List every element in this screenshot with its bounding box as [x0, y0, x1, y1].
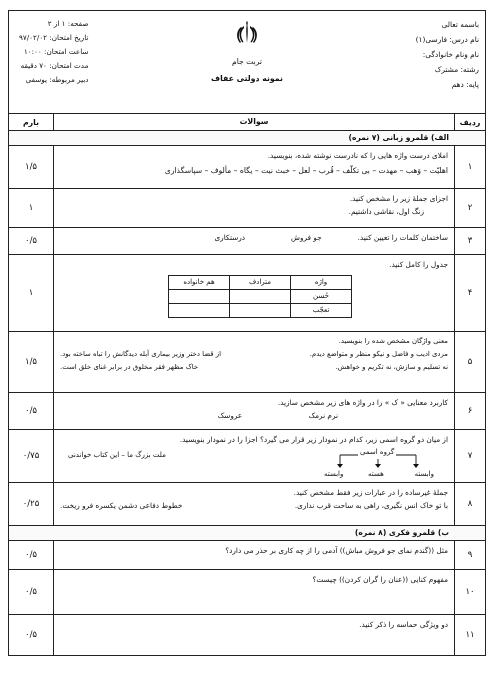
vocab-table: [168, 275, 352, 318]
header-center: [187, 21, 307, 83]
question-body: [53, 228, 455, 254]
table-cell: [169, 290, 230, 304]
exam-duration: مدت امتحان: ۷۰ دقیقه: [20, 61, 89, 70]
word-item: درستکاری: [214, 233, 246, 242]
exam-sheet: [8, 10, 486, 656]
table-header-cell: مترادف: [230, 276, 291, 290]
question-pair-line: [60, 348, 448, 361]
question-text: کاربرد معنایی « ک » را در واژه های زیر مشخص سازید.: [277, 398, 448, 407]
table-row: [169, 290, 352, 304]
question-body: [53, 189, 455, 227]
question-number: ۷: [467, 451, 473, 461]
question-text: دو ویژگی حماسه را ذکر کنید.: [359, 620, 448, 629]
teacher-name: دبیر مربوطه: یوسفی: [25, 75, 89, 84]
diagram-node: وابسته: [324, 470, 344, 478]
question-body: [53, 483, 455, 525]
question-pair-line: [60, 361, 448, 374]
question-number: ۲: [467, 203, 473, 213]
question-line: [60, 231, 448, 244]
table-cell: [169, 304, 230, 318]
question-text: نه تسلیم و سازش، نه تکریم و خواهش.: [335, 363, 448, 371]
table-header-cell: واژه: [291, 276, 352, 290]
question-text: اجزای جملهٔ زیر را مشخص کنید.: [349, 194, 448, 203]
noun-group-diagram: [318, 446, 438, 480]
question-score: ۱: [28, 203, 34, 213]
question-body: [53, 255, 455, 331]
question-row-5: [9, 332, 485, 393]
question-number: ۵: [467, 357, 473, 367]
page-number: صفحه: ۱ از ۲: [47, 19, 89, 28]
header-student-info: [416, 17, 479, 92]
exam-header: [9, 11, 485, 114]
question-text: ساختمان کلمات را تعیین کنید.: [357, 233, 448, 242]
question-text: مردی ادیب و فاضل و نیکو منظر و متواضع دیدم.: [309, 350, 448, 358]
question-score: ۰/۷۵: [22, 451, 40, 461]
basmala: باسمه تعالی: [441, 20, 479, 29]
header-exam-info: [19, 17, 88, 87]
question-row-8: [9, 483, 485, 526]
grade-level: پایه: دهم: [451, 80, 479, 89]
column-questions: سوالات: [53, 114, 455, 130]
question-text: از قضا دختر وزیر بیماری آبله دیدگانش را تباه ساخته بود.: [60, 350, 221, 358]
question-text: جملهٔ غیرساده را در عبارات زیر فقط مشخص کنید.: [293, 488, 448, 497]
question-score: ۰/۵: [25, 406, 37, 416]
exam-date: تاریخ امتحان: ۹۷/۰۲/۰۲: [19, 33, 89, 42]
diagram-node: وابسته: [414, 470, 434, 478]
question-body: [53, 332, 455, 392]
question-text: خاک مظهر فقر مخلوق در برابر غنای خلق است.: [60, 363, 199, 371]
table-cell: [230, 290, 291, 304]
city-name: تربت جام: [232, 57, 262, 66]
question-score: ۰/۵: [25, 550, 37, 560]
question-row-11: [9, 615, 485, 655]
question-row-9: [9, 541, 485, 570]
question-text: مفهوم کنایی ((عنان را گران کردن)) چیست؟: [312, 575, 448, 584]
question-number: ۴: [467, 288, 473, 298]
question-body: [53, 615, 455, 655]
question-text: جدول را کامل کنید.: [389, 260, 448, 269]
diagram-node: هسته: [368, 470, 384, 478]
question-text: املای درست واژه هایی را که نادرست نوشته شده، بنویسید.: [267, 151, 448, 160]
question-body: [53, 146, 455, 188]
question-score: ۱: [28, 288, 34, 298]
table-cell: [230, 304, 291, 318]
word-item: جو فروش: [291, 233, 322, 242]
column-number: ردیف: [459, 117, 481, 127]
school-name: نمونه دولتی عفاف: [211, 74, 283, 83]
table-header-cell: هم خانواده: [169, 276, 230, 290]
question-pair-line: [60, 499, 448, 512]
question-text: معنی واژگان مشخص شده را بنویسید.: [338, 337, 448, 345]
section-thought: ب) قلمرو فکری (۸ نمره): [9, 526, 485, 541]
question-phrase: خطوط دفاعی دشمن یکسره فرو ریخت.: [60, 501, 183, 510]
question-body: [53, 541, 455, 569]
question-text: با تو خاک انس نگیری، راهی به ساحت قرب نداری.: [294, 501, 448, 510]
column-score: بارم: [22, 117, 40, 127]
question-line: [60, 409, 448, 422]
question-score: ۰/۲۵: [22, 499, 40, 509]
question-row-7: [9, 430, 485, 483]
question-number: ۱: [467, 162, 473, 172]
question-score: ۰/۵: [25, 587, 37, 597]
iran-emblem-icon: [234, 21, 260, 47]
question-score: ۱/۵: [25, 357, 37, 367]
table-column-headers: [9, 114, 485, 131]
word-item: نرم نرمک: [308, 411, 338, 420]
question-row-10: [9, 570, 485, 615]
course-name: نام درس: فارسی(۱): [415, 35, 479, 44]
table-cell: حُسن: [291, 290, 352, 304]
question-number: ۸: [467, 499, 473, 509]
question-body: [53, 393, 455, 429]
question-text: زنگ اول، نقاشی داشتیم.: [348, 207, 424, 216]
table-row: [169, 304, 352, 318]
question-row-6: [9, 393, 485, 430]
question-number: ۶: [467, 406, 473, 416]
table-row: [169, 276, 352, 290]
question-row-2: [9, 189, 485, 228]
table-cell: تعجّب: [291, 304, 352, 318]
question-number: ۱۰: [465, 587, 475, 597]
question-row-1: [9, 146, 485, 189]
question-text: مثل ((گندم نمای جو فروش مباش)) آدمی را از چه کاری بر حذر می دارد؟: [225, 546, 448, 555]
diagram-head: گروه اسمی: [358, 446, 396, 459]
question-score: ۱/۵: [25, 162, 37, 172]
question-phrase: ملت بزرگ ما – این کتاب خواندنی: [68, 451, 166, 459]
question-body: [53, 570, 455, 614]
question-text: از میان دو گروه اسمی زیر، کدام در نمودار زیر قرار می گیرد؟ اجزا را در نمودار بنویسید.: [179, 435, 448, 444]
question-body: [53, 430, 455, 482]
student-name-field: نام ونام خانوادگی:: [422, 50, 479, 59]
question-row-3: [9, 228, 485, 255]
question-text: اهلیّت – وَهب – مهدت – بی تکلّف – قُرب – لعل – خبث نیت – یگاه – مألوف – سپاسگذاری: [164, 166, 448, 175]
question-number: ۹: [467, 550, 473, 560]
section-language: الف) قلمرو زبانی (۷ نمره): [9, 131, 485, 146]
question-row-4: [9, 255, 485, 332]
question-score: ۰/۵: [25, 236, 37, 246]
question-score: ۰/۵: [25, 630, 37, 640]
word-item: عروسک: [217, 411, 243, 420]
field-of-study: رشته: مشترک: [434, 65, 479, 74]
question-number: ۳: [467, 236, 473, 246]
question-number: ۱۱: [465, 630, 475, 640]
exam-time: ساعت امتحان: ۱۰:۰۰: [23, 47, 89, 56]
